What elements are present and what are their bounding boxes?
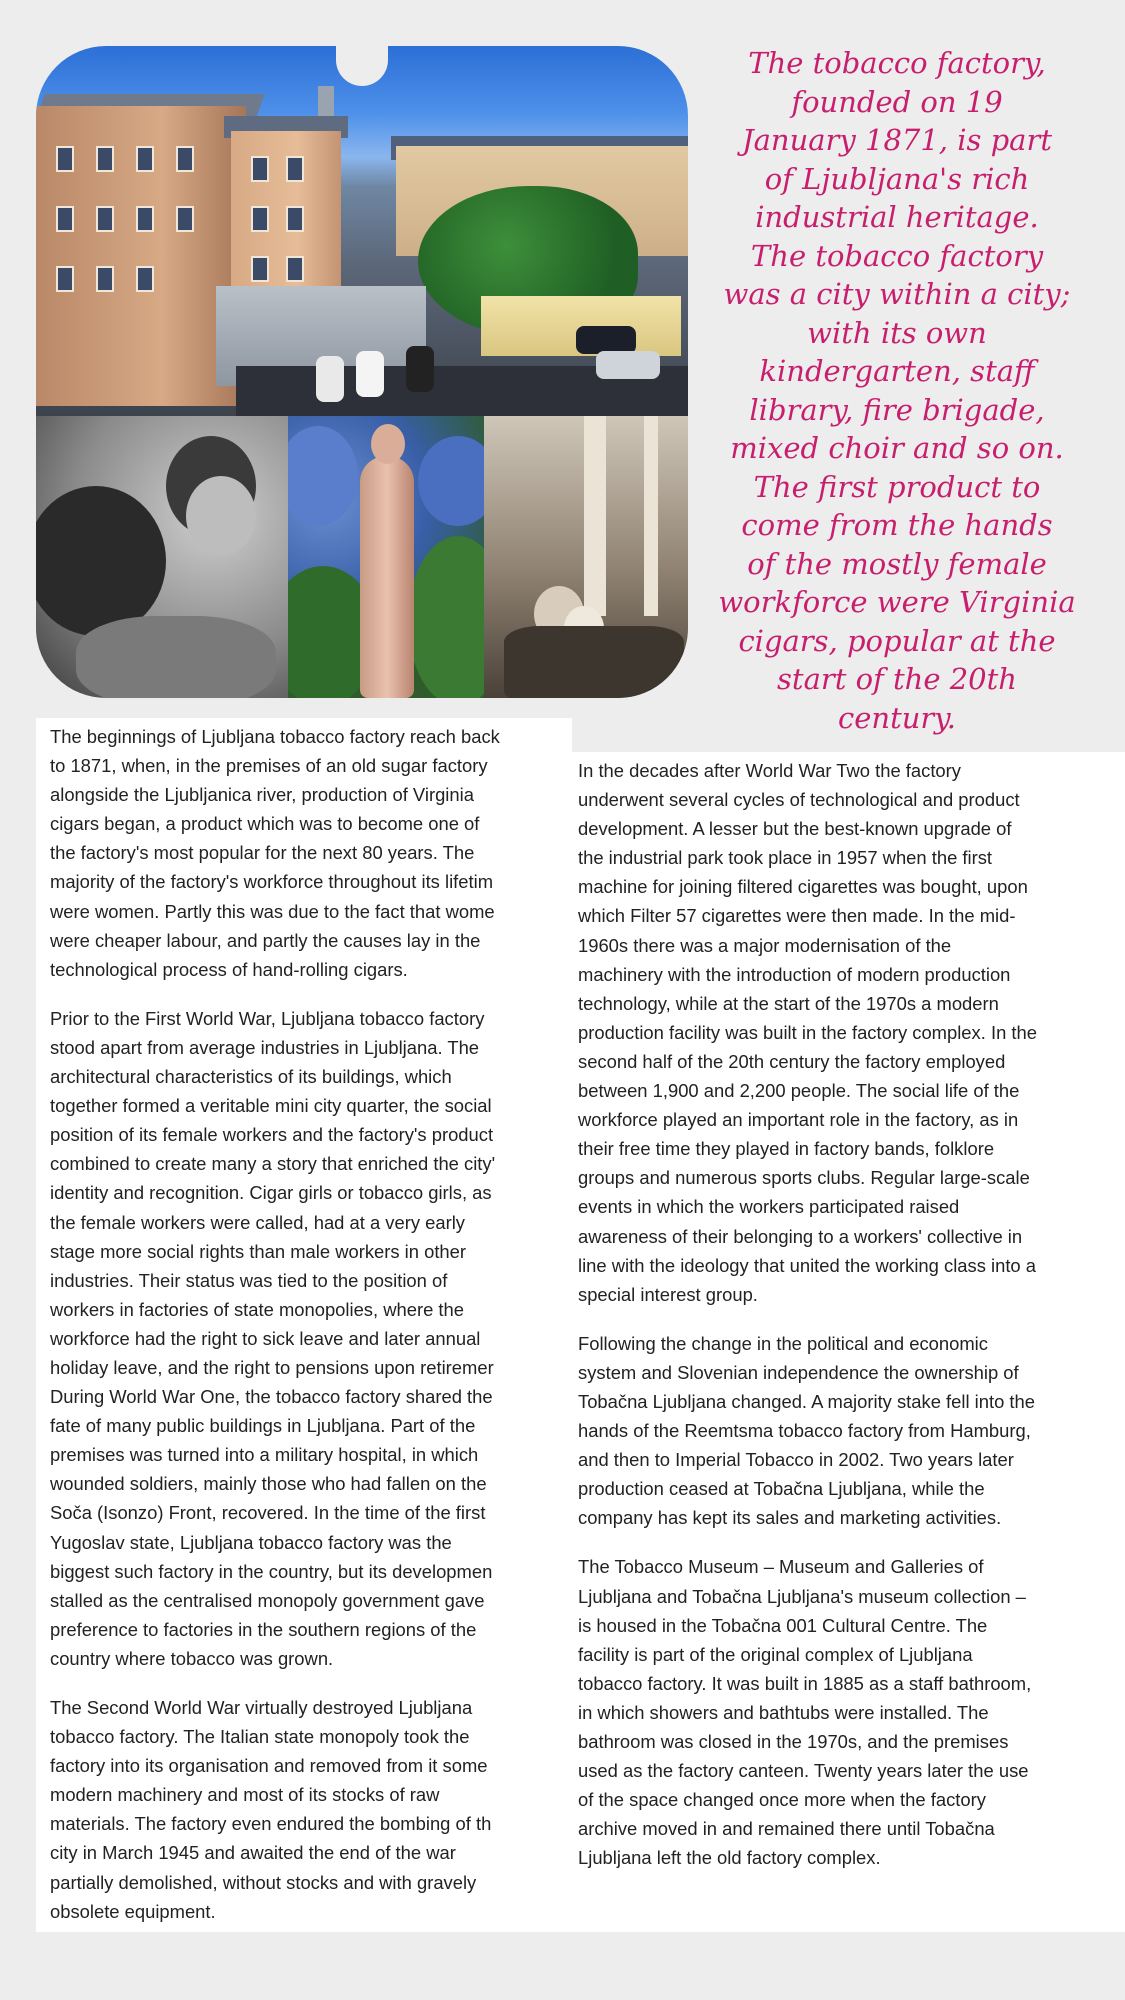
text-line: production facility was built in the factory complex. In the <box>578 1021 1037 1043</box>
text-line: technological process of hand-rolling cigars. <box>50 958 408 980</box>
text-line: combined to create many a story that enriched the city' <box>50 1153 496 1175</box>
quote-line: start of the 20th <box>777 662 1017 696</box>
text-line: together formed a veritable mini city quarter, the social <box>50 1095 492 1117</box>
factory-aerial-photo <box>36 46 688 416</box>
text-line: Soča (Isonzo) Front, recovered. In the time of the first <box>50 1502 486 1524</box>
quote-line: library, fire brigade, <box>749 392 1045 427</box>
text-line: tobacco factory. The Italian state monopoly took the <box>50 1726 470 1748</box>
quote-line: with its own <box>807 315 987 350</box>
text-line: of the space changed once more when the factory <box>578 1789 986 1811</box>
quote-line: century. <box>837 700 957 735</box>
statue-photo <box>288 416 484 698</box>
text-line: workforce played an important role in the factory, as in <box>578 1109 1019 1131</box>
text-line: workforce had the right to sick leave and later annual <box>50 1327 481 1349</box>
text-line: architectural characteristics of its buildings, which <box>50 1066 452 1088</box>
text-line: materials. The factory even endured the bombing of th <box>50 1813 492 1835</box>
text-line: company has kept its sales and marketing activities. <box>578 1507 1002 1529</box>
text-line: which Filter 57 cigarettes were then made. In the mid- <box>578 905 1016 927</box>
text-line: production ceased at Tobačna Ljubljana, while the <box>578 1478 985 1500</box>
text-line: their free time they played in factory bands, folklore <box>578 1138 995 1160</box>
text-line: The Tobacco Museum – Museum and Galleries of <box>578 1556 984 1578</box>
text-line: Prior to the First World War, Ljubljana tobacco factory <box>50 1007 485 1029</box>
text-line: between 1,900 and 2,200 people. The social life of the <box>578 1080 1020 1102</box>
text-line: underwent several cycles of technological and product <box>578 789 1020 811</box>
text-line: in which showers and bathtubs were installed. The <box>578 1701 989 1723</box>
text-line: modern machinery and most of its stocks of raw <box>50 1784 440 1806</box>
text-line: country where tobacco was grown. <box>50 1647 334 1669</box>
text-line: identity and recognition. Cigar girls or tobacco girls, as <box>50 1182 492 1204</box>
quote-line: The tobacco factory <box>750 238 1044 273</box>
text-line: second half of the 20th century the factory employed <box>578 1050 1006 1072</box>
text-line: Ljubljana and Tobačna Ljubljana's museum collection – <box>578 1585 1026 1607</box>
text-line: the female workers were called, had at a very early <box>50 1211 466 1233</box>
women-workers-photo <box>36 416 288 698</box>
quote-line: of the mostly female <box>747 546 1047 581</box>
paragraph <box>578 756 1119 1309</box>
text-line: stood apart from average industries in Ljubljana. The <box>50 1036 480 1058</box>
quote-line: founded on 19 <box>791 84 1003 119</box>
text-line: tobacco factory. It was built in 1885 as a staff bathroom, <box>578 1672 1032 1694</box>
text-line: The beginnings of Ljubljana tobacco factory reach back <box>50 726 500 747</box>
text-line: In the decades after World War Two the factory <box>578 760 961 781</box>
text-line: special interest group. <box>578 1283 758 1305</box>
text-line: to 1871, when, in the premises of an old sugar factory <box>50 755 488 777</box>
text-line: hands of the Reemtsma tobacco factory from Hamburg, <box>578 1420 1031 1442</box>
paragraph <box>578 1329 1119 1533</box>
text-line: bathroom was closed in the 1970s, and the premises <box>578 1731 1009 1752</box>
text-line: used as the factory canteen. Twenty years later the use <box>578 1760 1029 1782</box>
text-line: line with the ideology that united the working class into a <box>578 1254 1036 1276</box>
quote-line: cigars, popular at the <box>738 623 1056 658</box>
text-line: During World War One, the tobacco factory shared the <box>50 1386 493 1408</box>
text-line: holiday leave, and the right to pensions upon retiremer <box>50 1356 494 1378</box>
text-line: stalled as the centralised monopoly government gave <box>50 1589 485 1611</box>
paragraph <box>50 1693 558 1926</box>
paragraph <box>578 1552 1119 1872</box>
text-line: groups and numerous sports clubs. Regular large-scale <box>578 1167 1030 1189</box>
text-line: were women. Partly this was due to the fact that wome <box>50 900 495 922</box>
text-line: system and Slovenian independence the ownership of <box>578 1361 1019 1383</box>
text-line: is housed in the Tobačna 001 Cultural Centre. The <box>578 1614 988 1636</box>
text-line: Tobačna Ljubljana changed. A majority stake fell into the <box>578 1390 1035 1412</box>
text-line: Following the change in the political and economic <box>578 1332 988 1354</box>
text-line: wounded soldiers, mainly those who had fallen on the <box>50 1473 487 1495</box>
text-line: city in March 1945 and awaited the end of the war <box>50 1842 456 1864</box>
pink-quote-text <box>694 44 1100 737</box>
text-line: position of its female workers and the factory's product <box>50 1124 494 1146</box>
paragraph <box>50 722 558 984</box>
text-line: premises was turned into a military hospital, in which <box>50 1444 479 1466</box>
text-line: machinery with the introduction of modern production <box>578 963 1011 985</box>
text-line: partially demolished, without stocks and with gravely <box>50 1871 477 1893</box>
text-line: technology, while at the start of the 1970s a modern <box>578 992 999 1014</box>
text-line: archive moved in and remained there until Tobačna <box>578 1818 995 1840</box>
text-line: Ljubljana left the old factory complex. <box>578 1847 881 1869</box>
text-line: stage more social rights than male workers in other <box>50 1240 467 1262</box>
text-line: alongside the Ljubljanica river, production of Virginia <box>50 784 474 806</box>
quote-line: come from the hands <box>741 508 1053 542</box>
sepia-factory-interior-photo <box>484 416 688 698</box>
quote-line: The tobacco factory, <box>748 46 1046 80</box>
text-line: workers in factories of state monopolies, where the <box>50 1298 464 1320</box>
text-line: machine for joining filtered cigarettes was bought, upon <box>578 876 1028 898</box>
quote-line: industrial heritage. <box>755 200 1039 234</box>
text-line: the factory's most popular for the next 80 years. The <box>50 842 475 864</box>
text-line: preference to factories in the southern regions of the <box>50 1618 477 1640</box>
text-line: obsolete equipment. <box>50 1900 216 1922</box>
text-line: facility is part of the original complex of Ljubljana <box>578 1643 973 1665</box>
quote-line: mixed choir and so on. <box>730 431 1064 465</box>
photo-collage <box>36 46 688 698</box>
text-line: and then to Imperial Tobacco in 2002. Two years later <box>578 1449 1014 1471</box>
paragraph <box>50 1004 558 1673</box>
text-line: The Second World War virtually destroyed Ljubljana <box>50 1697 473 1718</box>
quote-line: The first product to <box>753 469 1041 504</box>
text-line: were cheaper labour, and partly the causes lay in the <box>50 929 481 951</box>
text-line: 1960s there was a major modernisation of the <box>578 934 952 956</box>
text-line: fate of many public buildings in Ljubljana. Part of the <box>50 1415 476 1437</box>
text-line: Yugoslav state, Ljubljana tobacco factory was the <box>50 1531 452 1553</box>
text-line: events in which the workers participated raised <box>578 1196 960 1218</box>
left-text-column <box>36 718 572 1932</box>
quote-line: of Ljubljana's rich <box>764 161 1030 196</box>
text-line: biggest such factory in the country, but its developmen <box>50 1560 493 1582</box>
quote-line: January 1871, is part <box>741 123 1052 157</box>
text-line: factory into its organisation and removed from it some <box>50 1755 488 1777</box>
text-line: cigars began, a product which was to become one of <box>50 813 480 835</box>
text-line: the industrial park took place in 1957 when the first <box>578 847 993 869</box>
quote-line: was a city within a city; <box>723 277 1071 311</box>
right-text-column <box>572 752 1125 1932</box>
quote-line: workforce were Virginia <box>718 585 1076 619</box>
text-line: development. A lesser but the best-known upgrade of <box>578 818 1012 840</box>
quote-line: kindergarten, staff <box>759 354 1035 388</box>
text-line: majority of the factory's workforce throughout its lifetim <box>50 871 494 893</box>
text-line: awareness of their belonging to a workers' collective in <box>578 1225 1023 1247</box>
text-line: industries. Their status was tied to the position of <box>50 1269 448 1291</box>
